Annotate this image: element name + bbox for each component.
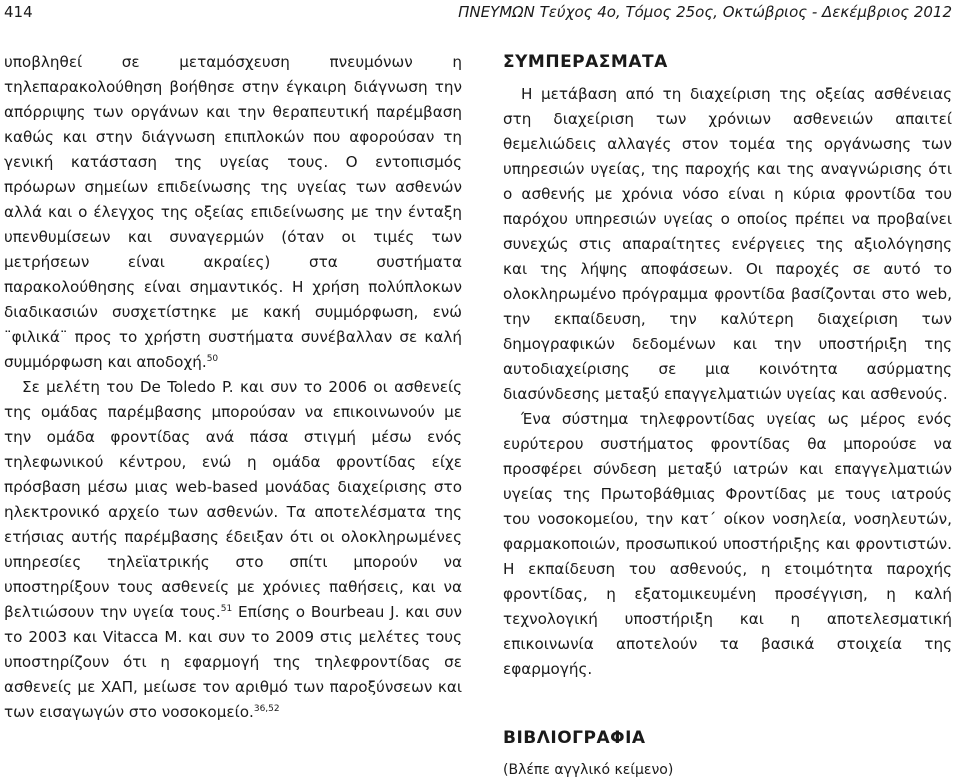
body-paragraph xyxy=(4,50,462,375)
page-number: 414 xyxy=(4,3,33,21)
paragraph-text: Επίσης ο Bourbeau J. και συν το 2003 και Vitacca M. και συν το 2009 στις μελέτες τους υποστηρίζουν ότι η εφαρμογή της τηλεφροντίδας σε ασθενείς με ΧΑΠ, μείωσε τον αριθμό των παροξύνσεων και των εισαγωγών στο νοσοκομείο. xyxy=(4,603,463,721)
body-paragraph xyxy=(4,375,462,725)
citation-ref: 36,52 xyxy=(253,703,280,714)
right-column xyxy=(503,50,952,783)
body-paragraph: Η μετάβαση από τη διαχείριση της οξείας ασθένειας στη διαχείριση των χρόνιων ασθενειών απαιτεί θεμελιώδεις αλλαγές στον τομέα της οργάνωσης των υπηρεσιών υγείας, της παροχής και της αναγνώρισης ότι ο ασθενής με χρόνια νόσο είναι η κύρια φροντίδα του παρόχου υπηρεσιών υγείας ο οποίος πρέπει να προβαίνει συνεχώς στις απαραίτητες ενέργειες της αξιολόγησης και της λήψης αποφάσεων. Οι παροχές σε αυτό το ολοκληρωμένο πρόγραμμα φροντίδα βασίζονται στο web, την εκπαίδευση, την καλύτερη διαχείριση των δημογραφικών δεδομένων και την υποστήριξη της αυτοδιαχείρισης σε μια κοινότητα ασύρματης διασύνδεσης μεταξύ επαγγελματιών υγείας και ασθενούς. xyxy=(503,85,952,403)
section-heading-bibliography: ΒΙΒΛΙΟΓΡΑΦΙΑ xyxy=(503,728,646,748)
citation-ref: 50 xyxy=(206,353,219,364)
bibliography-note: (Βλέπε αγγλικό κείμενο) xyxy=(503,762,674,778)
journal-title: ΠΝΕΥΜΩΝ Τεύχος 4ο, Τόμος 25ος, Οκτώβριος - Δεκέμβριος 2012 xyxy=(458,3,952,21)
section-heading-conclusions: ΣΥΜΠΕΡΑΣΜΑΤΑ xyxy=(503,52,668,72)
body-paragraph: Ένα σύστημα τηλεφροντίδας υγείας ως μέρος ενός ευρύτερου συστήματος φροντίδας θα μπορούσε να προσφέρει σύνδεση μεταξύ ιατρών και επαγγελματιών υγείας της Πρωτοβάθμιας Φροντίδας με τους ιατρούς του νοσοκομείου, την κατ΄ οίκον νοσηλεία, νοσηλευτών, φαρμακοποιών, προσωπικού υποστήριξης και φροντιστών. Η εκπαίδευση του ασθενούς, η ετοιμότητα παροχής φροντίδας, η εξατομικευμένη προσέγγιση, η καλή τεχνολογική υποστήριξη και η αποτελεσματική επικοινωνία αποτελούν τα βασικά στοιχεία της εφαρμογής. xyxy=(503,410,952,678)
paragraph-text: υποβληθεί σε μεταμόσχευση πνευμόνων η τηλεπαρακολούθηση βοήθησε στην έγκαιρη διάγνωση την απόρριψης των οργάνων και την θεραπευτική παρέμβαση καθώς και στην διάγνωση επιπλοκών που αφορούσαν τη γενική κατάσταση της υγείας τους. Ο εντοπισμός πρόωρων σημείων επιδείνωσης της υγείας των ασθενών αλλά και ο έλεγχος της οξείας επιδείνωσης με την ένταξη υπενθυμίσεων και συναγερμών (όταν οι τιμές των μετρήσεων είναι ακραίες) στα συστήματα παρακολούθησης είναι σημαντικός. Η χρήση πολύπλοκων διαδικασιών συσχετίστηκε με κακή συμμόρφωση, ενώ ¨φιλικά¨ προς το χρήστη συστήματα συνέβαλλαν σε καλή συμμόρφωση και αποδοχή. xyxy=(4,53,462,371)
page-header xyxy=(0,0,960,30)
left-column xyxy=(4,50,462,725)
citation-ref: 51 xyxy=(220,603,233,614)
paragraph-text: Σε μελέτη του De Toledo P. και συν το 2006 οι ασθενείς της ομάδας παρέμβασης μπορούσαν να επικοινωνούν με την ομάδα φροντίδας ανά πάσα στιγμή μέσω ενός τηλεφωνικού κέντρου, ενώ η ομάδα φροντίδας είχε πρόσβαση μέσω μιας web-based μονάδας διαχείρισης στο ηλεκτρονικό αρχείο των ασθενών. Τα αποτελέσματα της ετήσιας αυτής παρέμβασης έδειξαν ότι οι ολοκληρωμένες υπηρεσίες τηλεϊατρικής στο σπίτι μπορούν να υποστηρίξουν τους ασθενείς με χρόνιες παθήσεις, και να βελτιώσουν την υγεία τους. xyxy=(4,378,462,621)
